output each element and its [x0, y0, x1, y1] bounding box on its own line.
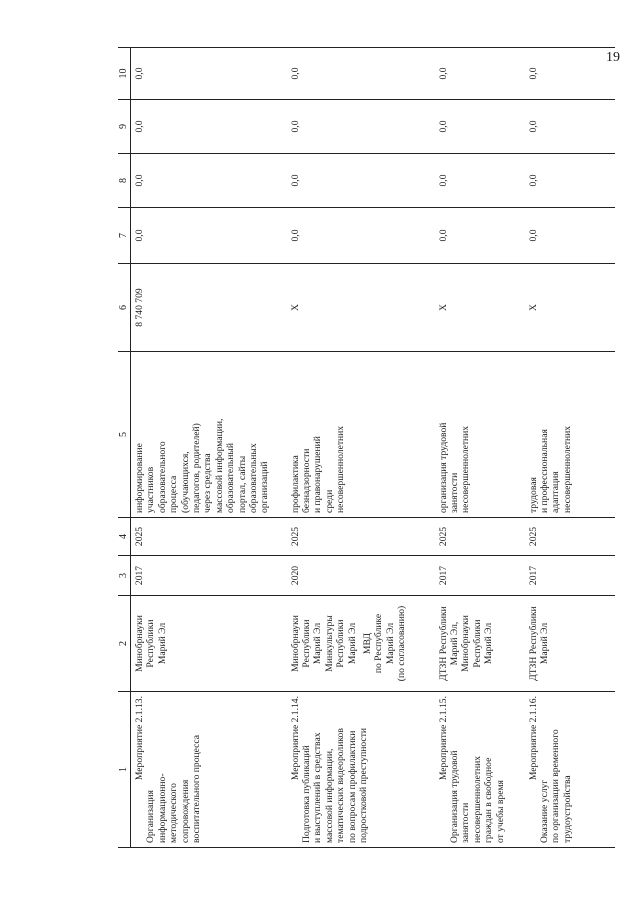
- executor-line: ДТЗН Республики: [527, 606, 539, 681]
- measure-text-line: Организация трудовой: [448, 750, 460, 843]
- measure-text-line: граждан в свободное: [483, 757, 495, 843]
- funding-cell: X: [525, 264, 615, 352]
- header-cell: 5: [118, 352, 131, 518]
- rotated-table-container: [118, 48, 638, 848]
- funding-cell: 8 740 709: [131, 264, 287, 352]
- executor-line: Республики: [335, 619, 347, 668]
- table-row: [435, 48, 525, 848]
- result-line: несовершеннолетних: [460, 425, 472, 513]
- result-line: организаций: [259, 461, 271, 513]
- measure-title: Мероприятие 2.1.14.: [289, 696, 301, 781]
- executor-line: ДТЗН Республики: [437, 606, 449, 681]
- start-year-cell: 2017: [131, 556, 287, 596]
- measure-text-line: и выступлений в средствах: [312, 732, 324, 843]
- executor-line: Минобрнауки: [289, 615, 301, 672]
- header-cell: 7: [118, 208, 131, 264]
- start-year-cell: 2020: [287, 556, 435, 596]
- result-line: портал, сайты: [236, 455, 248, 513]
- value-cell: 0,0: [131, 208, 287, 264]
- header-cell: 1: [118, 692, 131, 848]
- executor-line: по Республике: [373, 613, 385, 674]
- result-cell: [131, 352, 287, 518]
- measure-text-line: Организация: [145, 790, 157, 843]
- result-line: через средства: [202, 453, 214, 513]
- result-line: несовершеннолетних: [561, 425, 573, 513]
- result-line: и правонарушений: [312, 436, 324, 513]
- result-line: педагогов, родителей): [191, 423, 203, 513]
- executor-line: Республики: [300, 619, 312, 668]
- measure-text-line: несовершеннолетних: [471, 755, 483, 843]
- header-cell: 8: [118, 154, 131, 208]
- measure-text-line: методического: [168, 783, 180, 843]
- measure-title: Мероприятие 2.1.13.: [134, 696, 145, 781]
- table-row: [525, 48, 615, 848]
- executor-line: Марий Эл: [538, 622, 550, 665]
- measure-text-line: воспитательного процесса: [191, 734, 203, 843]
- executor-cell: [287, 596, 435, 692]
- value-cell: 0,0: [435, 208, 525, 264]
- executor-cell: [525, 596, 615, 692]
- value-cell: 0,0: [435, 154, 525, 208]
- measure-text-line: от учебы время: [494, 780, 506, 843]
- header-cell: 10: [118, 48, 131, 100]
- executor-line: Минкультуры: [323, 615, 335, 672]
- result-line: несовершеннолетних: [335, 425, 347, 513]
- measure-cell: [131, 692, 287, 848]
- result-cell: [435, 352, 525, 518]
- result-line: профилактика: [289, 455, 301, 513]
- value-cell: 0,0: [131, 154, 287, 208]
- executor-line: (по согласованию): [396, 605, 408, 682]
- executor-line: Марий Эл,: [448, 621, 460, 666]
- measure-text-line: Подготовка публикаций: [300, 745, 312, 843]
- result-line: безнадзорности: [300, 448, 312, 513]
- value-cell: 0,0: [287, 154, 435, 208]
- result-line: адаптация: [550, 471, 562, 513]
- value-cell: 0,0: [525, 100, 615, 154]
- result-line: образовательных: [248, 443, 260, 513]
- result-line: и профессиональная: [538, 429, 550, 513]
- result-line: участников: [145, 466, 157, 513]
- measure-text-line: Оказание услуг: [538, 779, 550, 843]
- funding-cell: X: [435, 264, 525, 352]
- table-row: [131, 48, 287, 848]
- result-cell: [525, 352, 615, 518]
- measures-table: [118, 47, 615, 848]
- header-row: [118, 48, 131, 848]
- result-cell: [287, 352, 435, 518]
- executor-line: Республики: [471, 619, 483, 668]
- measure-cell: [525, 692, 615, 848]
- measure-text-line: сопровождения: [179, 779, 191, 843]
- measure-cell: [435, 692, 525, 848]
- value-cell: 0,0: [525, 154, 615, 208]
- measure-text-line: информационно-: [156, 773, 168, 843]
- measure-text-line: тематических видеороликов: [335, 728, 347, 843]
- executor-line: Республики: [145, 619, 157, 668]
- end-year-cell: 2025: [435, 518, 525, 556]
- result-line: среди: [323, 489, 335, 513]
- header-cell: 2: [118, 596, 131, 692]
- measure-text-line: по организации временного: [550, 729, 562, 843]
- result-line: трудовая: [527, 477, 539, 513]
- value-cell: 0,0: [287, 48, 435, 100]
- value-cell: 0,0: [131, 100, 287, 154]
- value-cell: 0,0: [525, 208, 615, 264]
- measure-title: Мероприятие 2.1.15.: [437, 696, 449, 781]
- result-line: (обучающихся,: [179, 451, 191, 513]
- executor-line: Минобрнауки: [134, 615, 145, 672]
- result-line: информирование: [134, 443, 145, 513]
- value-cell: 0,0: [131, 48, 287, 100]
- value-cell: 0,0: [435, 100, 525, 154]
- executor-line: Марий Эл: [483, 622, 495, 665]
- executor-line: МВД: [361, 632, 373, 655]
- header-cell: 3: [118, 556, 131, 596]
- measure-text-line: занятости: [460, 802, 472, 843]
- executor-line: Марий Эл: [346, 622, 358, 665]
- executor-cell: [435, 596, 525, 692]
- result-line: образовательного: [156, 441, 168, 513]
- value-cell: 0,0: [287, 208, 435, 264]
- measure-text-line: массовой информации,: [323, 748, 335, 843]
- start-year-cell: 2017: [435, 556, 525, 596]
- end-year-cell: 2025: [525, 518, 615, 556]
- result-line: процесса: [168, 475, 180, 513]
- result-line: образовательный: [225, 442, 237, 513]
- measure-title: Мероприятие 2.1.16.: [527, 696, 539, 781]
- measure-text-line: трудоустройства: [561, 775, 573, 843]
- funding-cell: X: [287, 264, 435, 352]
- page-number: 19: [606, 50, 620, 65]
- header-cell: 9: [118, 100, 131, 154]
- result-line: массовой информации,: [213, 418, 225, 513]
- measure-text-line: по вопросам профилактики: [346, 730, 358, 843]
- executor-line: Минобрнауки: [460, 615, 472, 672]
- header-cell: 6: [118, 264, 131, 352]
- executor-line: Марий Эл: [312, 622, 324, 665]
- measure-text-line: подростковой преступности: [357, 727, 369, 843]
- measure-cell: [287, 692, 435, 848]
- value-cell: 0,0: [525, 48, 615, 100]
- header-cell: 4: [118, 518, 131, 556]
- value-cell: 0,0: [435, 48, 525, 100]
- start-year-cell: 2017: [525, 556, 615, 596]
- value-cell: 0,0: [287, 100, 435, 154]
- executor-line: Марий Эл: [156, 622, 168, 665]
- table-row: [287, 48, 435, 848]
- result-line: занятости: [448, 472, 460, 513]
- executor-cell: [131, 596, 287, 692]
- executor-line: Марий Эл: [384, 622, 396, 665]
- end-year-cell: 2025: [131, 518, 287, 556]
- result-line: организация трудовой: [437, 422, 449, 513]
- end-year-cell: 2025: [287, 518, 435, 556]
